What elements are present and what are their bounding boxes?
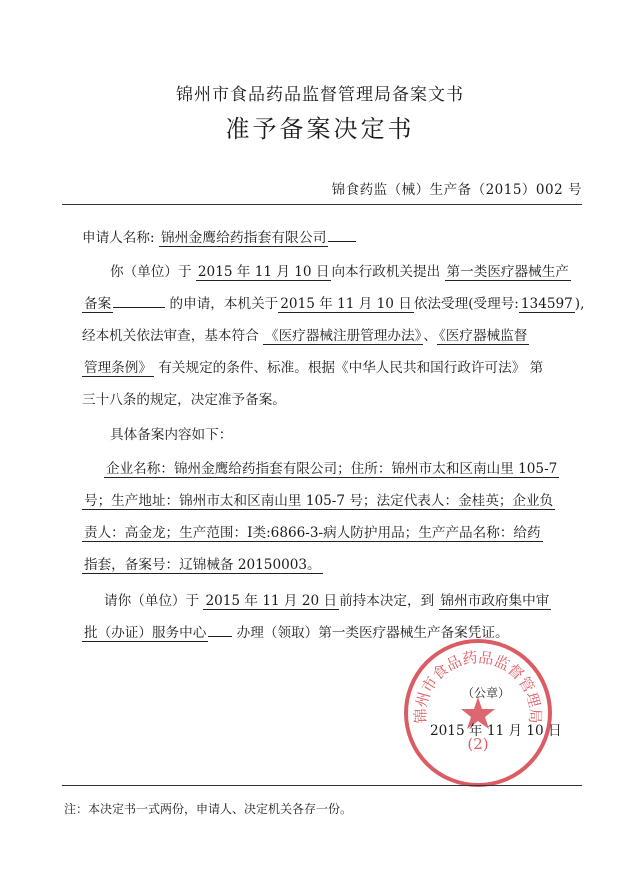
- law-reference-2-part2: 管理条例》: [84, 360, 152, 376]
- paragraph3-line2: 批（办证）服务中心 办理（领取）第一类医疗器械生产备案凭证。: [84, 625, 509, 641]
- footer-note: 注：本决定书一式两份，申请人、决定机关各存一份。: [64, 802, 353, 816]
- applicant-label: 申请人名称:: [82, 230, 155, 246]
- paragraph1-line4: 管理条例》 有关规定的条件、标准。根据《中华人民共和国行政许可法》 第: [84, 360, 544, 376]
- applicant-line: [82, 226, 356, 246]
- document-number: 锦食药监（械）生产备（2015）002 号: [331, 182, 582, 198]
- paragraph1-line5: 三十八条的规定，决定准予备案。: [82, 392, 286, 408]
- seal-stamp-text: 锦州市食品药品监督管理局: [411, 648, 545, 724]
- org-title: 锦州市食品药品监督管理局备案文书: [176, 85, 464, 105]
- decision-date: 2015 年 11 月 10 日: [430, 723, 562, 739]
- paragraph3-line1: 请你（单位）于 2015 年 11 月 20 日 前持本决定，到 锦州市政府集中审: [104, 593, 550, 609]
- top-divider: [62, 204, 582, 205]
- paragraph1-line2: 备案 的申请，本机关于 2015 年 11 月 10 日 依法受理(受理号: 134597 ),: [84, 296, 585, 312]
- application-item-part1: 第一类医疗器械生产: [446, 264, 569, 280]
- details-line1: 企业名称：锦州金鹰给药指套有限公司；住所：锦州市太和区南山里 105-7: [106, 461, 558, 477]
- document-title: 准予备案决定书: [225, 115, 415, 143]
- accept-number: 134597: [520, 296, 573, 312]
- service-center-part2: 批（办证）服务中心: [84, 625, 207, 641]
- seal-number: (2): [467, 735, 489, 753]
- accept-date: 2015 年 11 月 10 日: [280, 296, 412, 312]
- application-item-part2: 备案: [84, 296, 112, 312]
- paragraph1-line1: 你（单位）于 2015 年 11 月 10 日 向本行政机关提出 第一类医疗器械生产: [110, 264, 569, 280]
- paragraph1-line3: 经本机关依法审查，基本符合 《医疗器械注册管理办法》 、 《医疗器械监督: [82, 328, 528, 344]
- official-seal-icon: [402, 637, 554, 789]
- applicant-name: 锦州金鹰给药指套有限公司: [160, 230, 327, 246]
- apply-date: 2015 年 11 月 10 日: [197, 264, 330, 280]
- details-line4: 指套，备案号：辽锦械备 20150003。: [84, 557, 321, 573]
- law-reference-2-part1: 《医疗器械监督: [438, 328, 528, 344]
- details-line3: 责人：高金龙；生产范围：Ⅰ类:6866-3-病人防护用品；生产产品名称：给药: [84, 525, 541, 541]
- collect-date: 2015 年 11 月 20 日: [205, 593, 338, 609]
- service-center-part1: 锦州市政府集中审: [440, 593, 550, 609]
- bottom-divider: [62, 785, 582, 786]
- seal-label: （公章）: [462, 686, 511, 700]
- law-reference-1: 《医疗器械注册管理办法》: [265, 328, 422, 344]
- details-line2: 号；生产地址：锦州市太和区南山里 105-7 号；法定代表人：金桂英；企业负: [84, 493, 554, 509]
- details-heading: 具体备案内容如下：: [110, 427, 233, 443]
